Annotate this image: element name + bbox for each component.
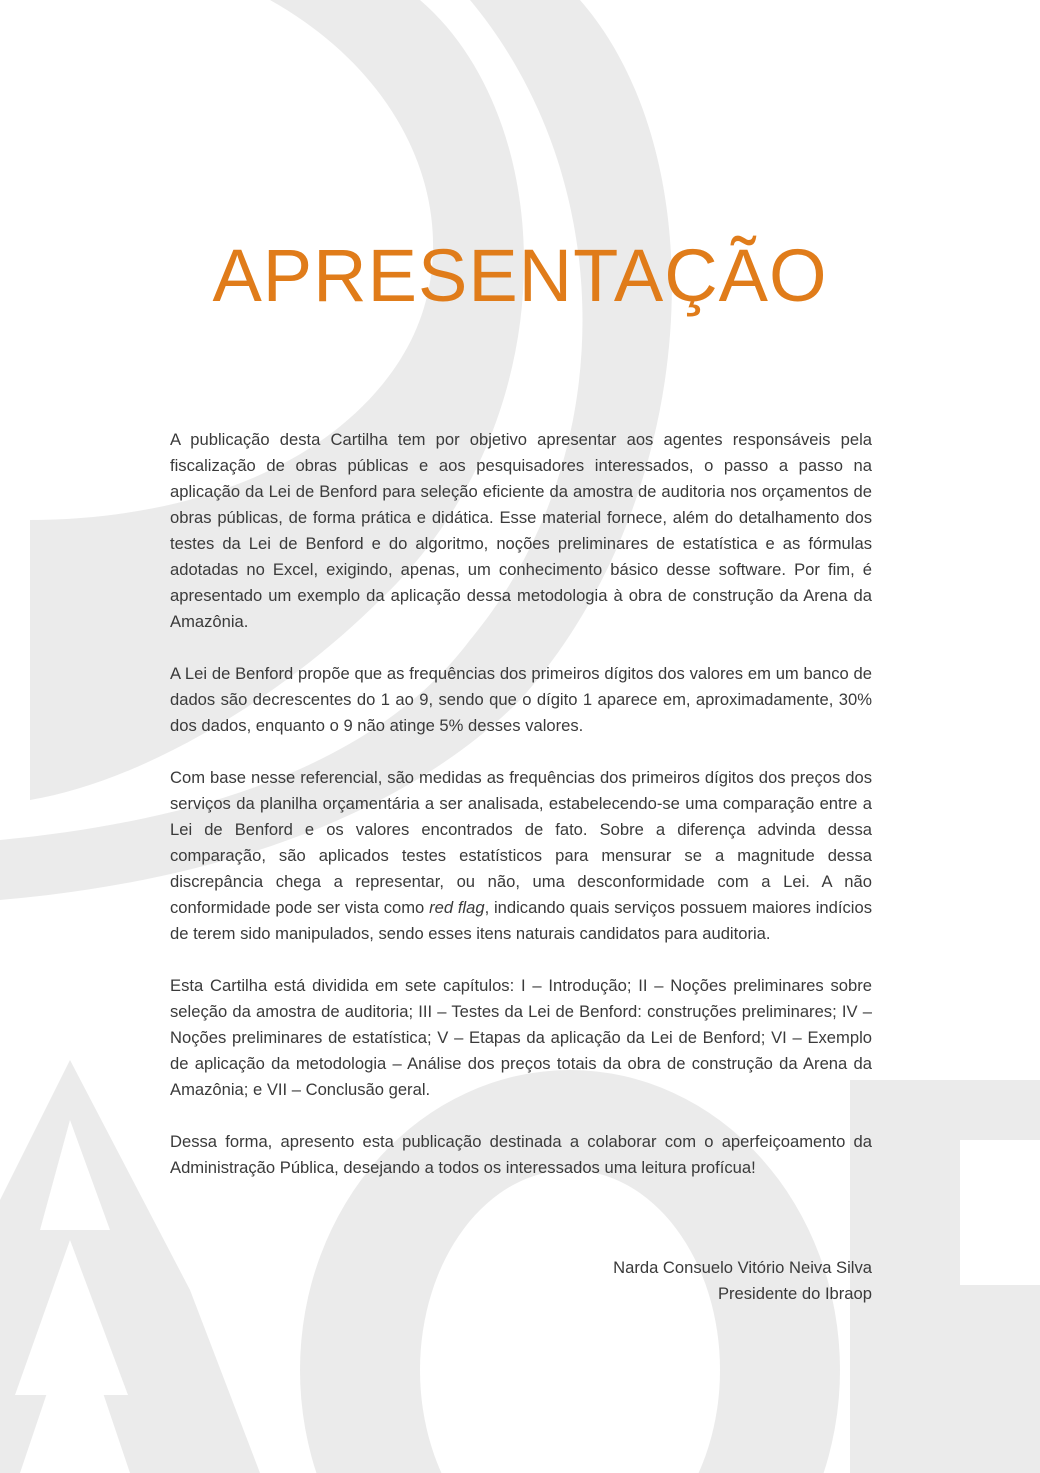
paragraph-chapters: Esta Cartilha está dividida em sete capítulos: I – Introdução; II – Noções preliminares sobre seleção da amostra de auditoria; III – Testes da Lei de Benford: construções preliminares; IV – Noções preliminares de estatística; V – Etapas da aplicação da Lei de Benford; VI – Exemplo de aplicação da metodologia – Análise dos preços totais da obra de construção da Arena da Amazônia; e VII – Conclusão geral. — [170, 976, 872, 1099]
paragraph-benford-law: A Lei de Benford propõe que as frequências dos primeiros dígitos dos valores em um banco de dados são decrescentes do 1 ao 9, sendo que o dígito 1 aparece em, aproximadamente, 30% dos dados, enquanto o 9 não atinge 5% desses valores. — [170, 664, 872, 735]
paragraph-methodology-before: Com base nesse referencial, são medidas as frequências dos primeiros dígitos dos preços dos serviços da planilha orçamentária a ser analisada, estabelecendo-se uma comparação entre a Lei de Benford e os valores encontrados de fato. Sobre a diferença advinda dessa comparação, são aplicados testes estatísticos para mensurar se a magnitude dessa discrepância chega a representar, ou não, uma desconformidade com a Lei. A não conformidade pode ser vista como — [170, 768, 872, 917]
paragraph-objective: A publicação desta Cartilha tem por objetivo apresentar aos agentes responsáveis pela fiscalização de obras públicas e aos pesquisadores interessados, o passo a passo na aplicação da Lei de Benford para seleção eficiente da amostra de auditoria nos orçamentos de obras públicas, de forma prática e didática. Esse material fornece, além do detalhamento dos testes da Lei de Benford e do algoritmo, noções preliminares de estatística e as fórmulas adotadas no Excel, exigindo, apenas, um conhecimento básico desse software. Por fim, é apresentado um exemplo da aplicação dessa metodologia à obra de construção da Arena da Amazônia. — [170, 430, 872, 631]
paragraph-closing: Dessa forma, apresento esta publicação destinada a colaborar com o aperfeiçoamento da Administração Pública, desejando a todos os interessados uma leitura profícua! — [170, 1132, 872, 1177]
document-body — [170, 427, 872, 1207]
paragraph-methodology-after: , indicando quais serviços possuem maiores indícios de terem sido manipulados, sendo esses itens naturais candidatos para auditoria. — [170, 898, 872, 943]
signature-role: Presidente do Ibraop — [717, 1284, 872, 1303]
paragraph-methodology — [170, 765, 872, 947]
page-title: APRESENTAÇÃO — [212, 234, 828, 317]
paragraph-methodology-italic: red flag — [429, 898, 485, 917]
signature-block — [470, 1255, 872, 1307]
signature-name: Narda Consuelo Vitório Neiva Silva — [613, 1258, 872, 1277]
